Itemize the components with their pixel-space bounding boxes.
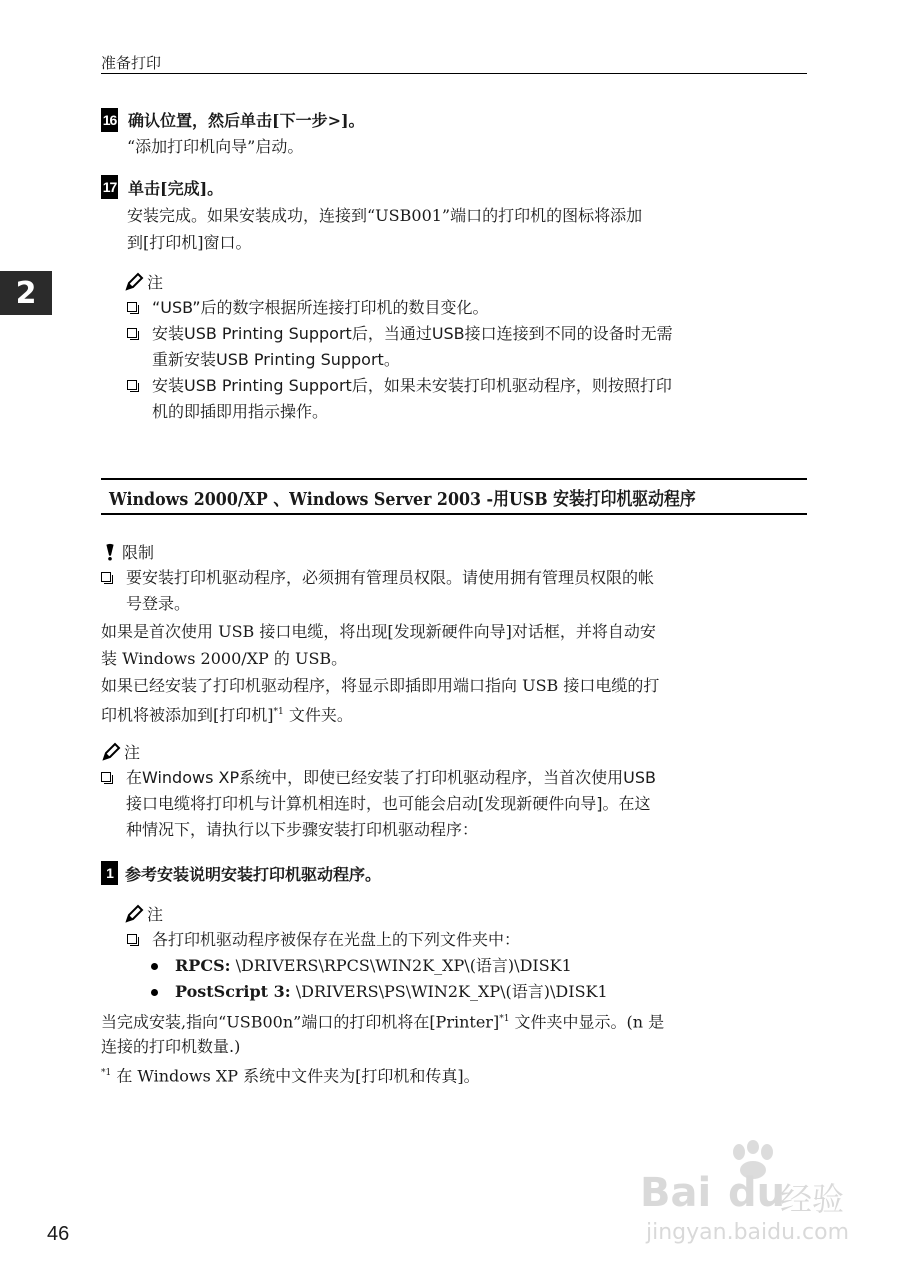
checkbox-bullet-icon [101, 572, 111, 582]
chapter-tab: 2 [0, 271, 52, 315]
footnote-ref: *1 [499, 1014, 510, 1024]
step-17-line-2: 到[打印机]窗口。 [127, 233, 252, 252]
step-17-title: 单击[完成]。 [128, 179, 224, 198]
section-heading [101, 478, 807, 515]
bullet-dot-icon [151, 963, 158, 970]
bullet-dot-icon [151, 989, 158, 996]
note-2-item: 在Windows XP系统中，即使已经安装了打印机驱动程序，当首次使用USB 接口电缆将打印机与计算机相连时，也可能会启动[发现新硬件向导]。在这 种情况下，请执行以下步骤安装打印机驱动程序： [101, 765, 656, 843]
note-3-heading [124, 902, 163, 925]
running-header: 准备打印 [101, 54, 162, 72]
note-1-label: 注 [147, 273, 164, 292]
footnote-ref: *1 [273, 707, 284, 717]
paragraph-3-line-2: 连接的打印机数量.) [101, 1037, 241, 1056]
step-1-title: 参考安装说明安装打印机驱动程序。 [125, 865, 382, 884]
section-title: Windows 2000/XP 、Windows Server 2003 -用USB 安装打印机驱动程序 [109, 489, 696, 510]
pencil-icon [101, 742, 121, 762]
exclamation-icon [101, 542, 119, 562]
note-3-item: 各打印机驱动程序被保存在光盘上的下列文件夹中： [127, 927, 520, 953]
paragraph-1-line-1: 如果是首次使用 USB 接口电缆，将出现[发现新硬件向导]对话框，并将自动安 [101, 622, 656, 641]
checkbox-bullet-icon [127, 380, 137, 390]
restriction-heading [101, 540, 154, 563]
checkbox-bullet-icon [101, 772, 111, 782]
driver-path-postscript: PostScript 3: \DRIVERS\PS\WIN2K_XP\(语言)\DISK1 [101, 979, 801, 1005]
paragraph-1-line-2: 装 Windows 2000/XP 的 USB。 [101, 649, 348, 668]
paragraph-2-line-1: 如果已经安装了打印机驱动程序，将显示即插即用端口指向 USB 接口电缆的打 [101, 676, 660, 695]
checkbox-bullet-icon [127, 302, 137, 312]
step-16-text: “添加打印机向导”启动。 [127, 137, 304, 156]
restriction-label: 限制 [122, 543, 155, 562]
header-rule [101, 73, 807, 74]
note-1-heading [124, 270, 163, 293]
note-1-item-3: 安装USB Printing Support后，如果未安装打印机驱动程序，则按照打印 机的即插即用指示操作。 [127, 373, 672, 425]
note-2-heading [101, 740, 140, 763]
baidu-watermark: Bai du 经验 jingyan.baidu.com [640, 1150, 860, 1250]
paragraph-3-line-1: 当完成安装,指向“USB00n”端口的打印机将在[Printer]$^{*1}$ 文件夹中显示。(n 是 [101, 1012, 665, 1032]
driver-path-rpcs: RPCS: \DRIVERS\RPCS\WIN2K_XP\(语言)\DISK1 [101, 953, 801, 979]
note-1-item-1: “USB”后的数字根据所连接打印机的数目变化。 [127, 295, 489, 321]
note-3-label: 注 [147, 905, 164, 924]
note-1-item-2: 安装USB Printing Support后，当通过USB接口连接到不同的设备时无需 重新安装USB Printing Support。 [127, 321, 673, 373]
note-2-label: 注 [124, 743, 141, 762]
restriction-item: 要安装打印机驱动程序，必须拥有管理员权限。请使用拥有管理员权限的帐 号登录。 [101, 565, 654, 617]
step-17-line-1: 安装完成。如果安装成功，连接到“USB001”端口的打印机的图标将添加 [127, 206, 643, 225]
step-17-number: 17 [101, 175, 118, 199]
pencil-icon [124, 272, 144, 292]
pencil-icon [124, 904, 144, 924]
checkbox-bullet-icon [127, 934, 137, 944]
paragraph-2-line-2: 印机将被添加到[打印机]$^{*1}$ 文件夹。 [101, 705, 353, 725]
checkbox-bullet-icon [127, 328, 137, 338]
step-16-number: 16 [101, 108, 118, 132]
step-16-title: 确认位置，然后单击[下一步>]。 [128, 111, 365, 130]
footnote: $^{*1}$ 在 Windows XP 系统中文件夹为[打印机和传真]。 [101, 1066, 480, 1086]
page-number: 46 [47, 1223, 70, 1245]
step-1-number: 1 [101, 861, 118, 885]
